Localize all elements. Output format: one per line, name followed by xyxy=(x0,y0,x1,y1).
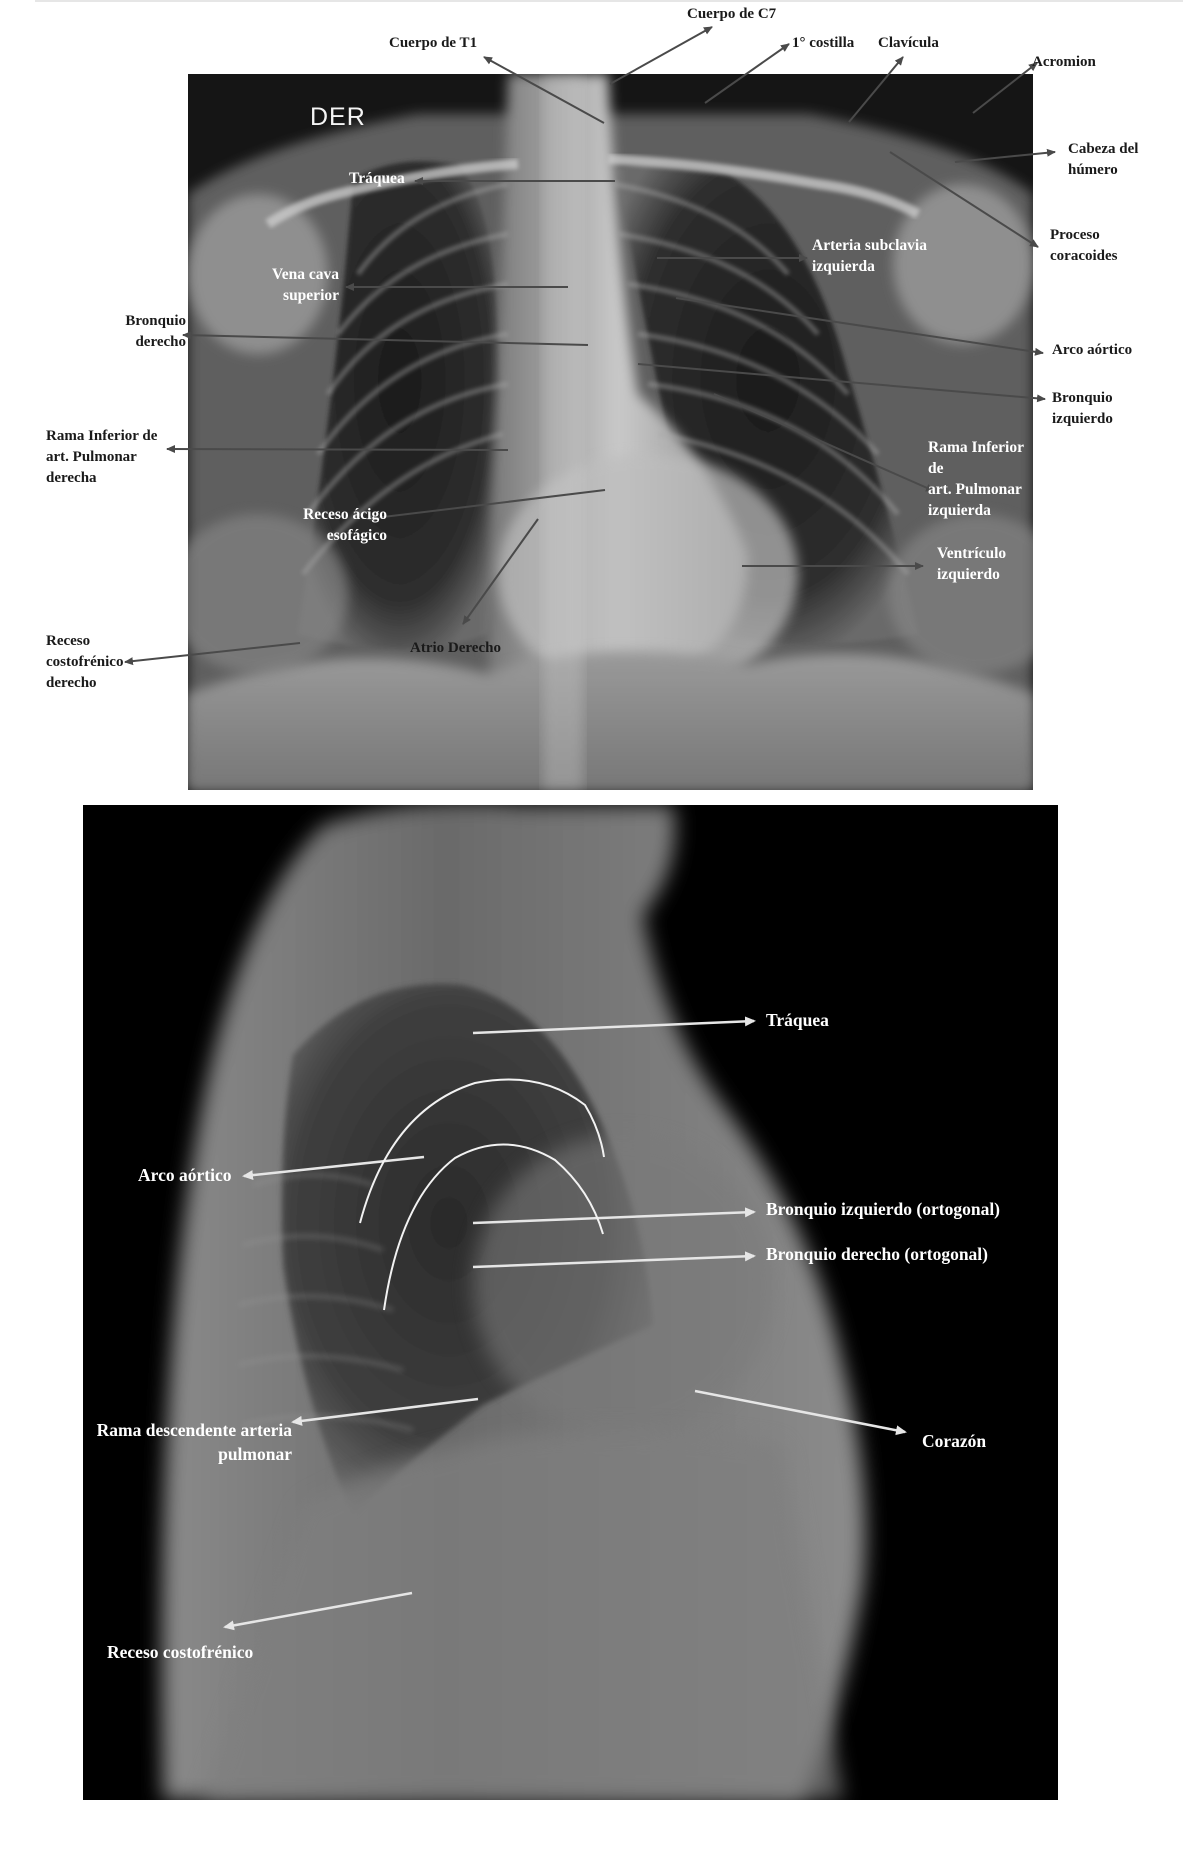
label-rama-inferior-izquierda: Rama Inferior de art. Pulmonar izquierda xyxy=(928,439,1024,519)
label-cabeza-humero: Cabeza del húmero xyxy=(1068,141,1139,178)
pa-xray-drawing xyxy=(188,74,1033,790)
label-cuerpo-t1: Cuerpo de T1 xyxy=(389,35,478,51)
label-atrio-derecho: Atrio Derecho xyxy=(410,640,501,656)
label-lat-bronquio-izquierdo: Bronquio izquierdo (ortogonal) xyxy=(766,1199,1001,1219)
label-vena-cava: Vena cava superior xyxy=(271,266,339,304)
label-traquea: Tráquea xyxy=(349,170,405,187)
label-proceso-coracoides: Proceso coracoides xyxy=(1050,227,1118,264)
label-lat-bronquio-derecho: Bronquio derecho (ortogonal) xyxy=(766,1244,988,1264)
label-arteria-subclavia: Arteria subclavia izquierda xyxy=(812,237,927,275)
label-rama-inferior-derecha: Rama Inferior de art. Pulmonar derecha xyxy=(46,428,158,486)
label-arco-aortico: Arco aórtico xyxy=(1052,342,1133,358)
top-divider xyxy=(35,0,1183,2)
label-bronquio-izquierdo: Bronquio izquierdo xyxy=(1052,390,1113,427)
label-lat-corazon: Corazón xyxy=(922,1431,987,1451)
pa-xray-image xyxy=(188,74,1033,790)
label-acromion: Acromion xyxy=(1032,54,1096,70)
label-lat-arco-aortico: Arco aórtico xyxy=(138,1165,232,1185)
label-bronquio-derecho: Bronquio derecho xyxy=(125,313,186,350)
label-receso-acigo: Receso ácigo esofágico xyxy=(303,506,387,544)
label-lat-rama-descendente: Rama descendente arteria pulmonar xyxy=(96,1420,292,1464)
label-lat-traquea: Tráquea xyxy=(766,1010,829,1030)
label-receso-costofrenico-derecho: Receso costofrénico derecho xyxy=(46,633,124,691)
label-cuerpo-c7: Cuerpo de C7 xyxy=(687,6,777,22)
label-costilla: 1° costilla xyxy=(792,35,855,51)
label-ventriculo-izquierdo: Ventrículo izquierdo xyxy=(937,545,1007,583)
side-marker-der: DER xyxy=(310,103,366,131)
label-clavicula: Clavícula xyxy=(878,35,939,51)
label-lat-receso-costofrenico: Receso costofrénico xyxy=(107,1642,254,1662)
